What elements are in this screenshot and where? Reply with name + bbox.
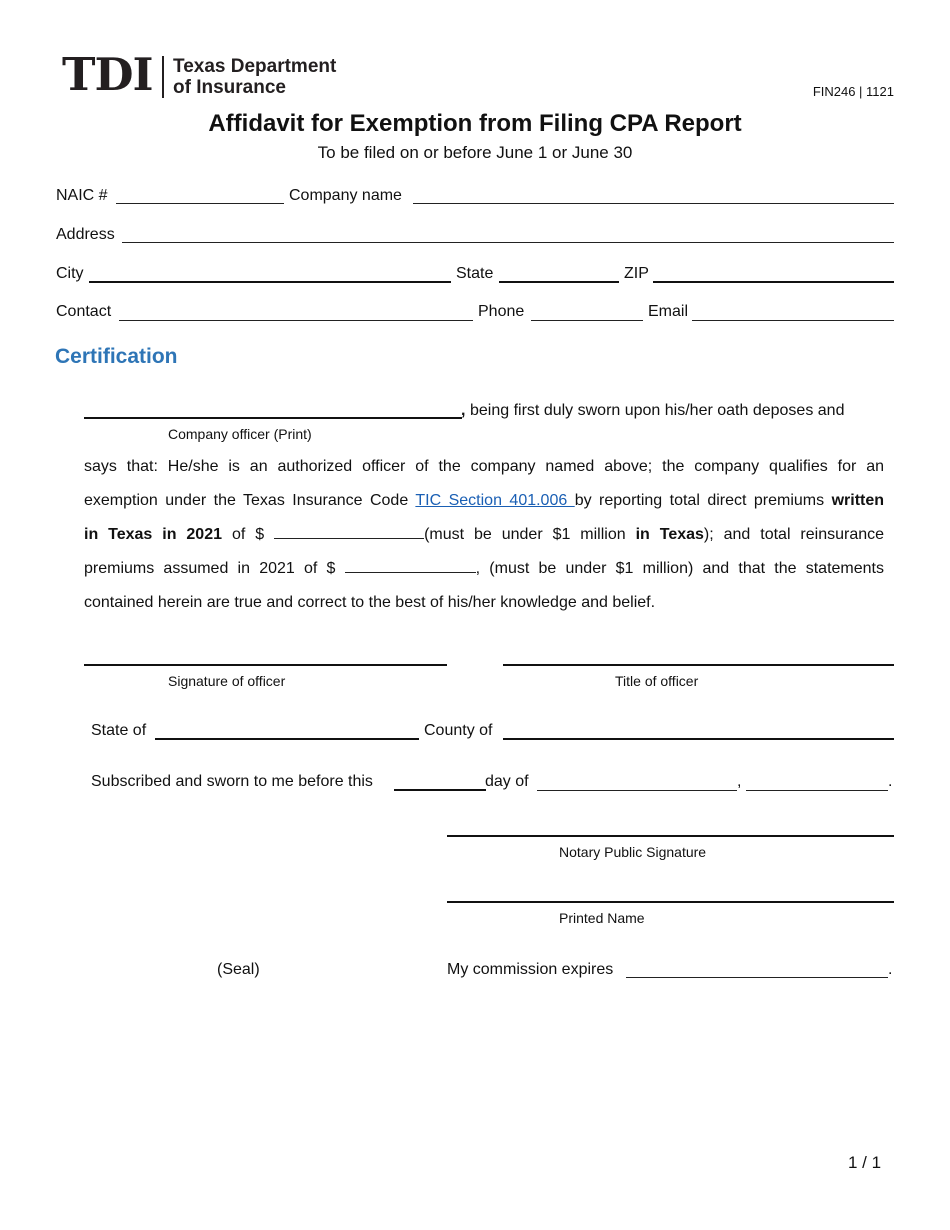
cert-p3-bold2: in Texas xyxy=(635,526,704,543)
city-field[interactable] xyxy=(89,281,451,283)
state-of-label: State of xyxy=(91,722,147,739)
cert-p2-bold: written xyxy=(831,492,885,509)
cert-p3-bold: in Texas in 2021 xyxy=(84,526,223,543)
logo-divider xyxy=(162,56,164,98)
cert-p1: says that: He/she is an authorized officer of the company named above; the company qualifies for an xyxy=(84,458,884,475)
email-field[interactable] xyxy=(692,320,894,321)
address-field[interactable] xyxy=(122,242,894,243)
contact-field[interactable] xyxy=(119,320,473,321)
direct-premiums-field[interactable] xyxy=(274,524,424,539)
page-title: Affidavit for Exemption from Filing CPA Report xyxy=(208,110,742,137)
title-of-officer-caption: Title of officer xyxy=(615,673,699,689)
sworn-comma: , xyxy=(461,402,466,419)
email-label: Email xyxy=(648,303,689,320)
notary-signature-caption: Notary Public Signature xyxy=(559,844,707,860)
officer-print-caption: Company officer (Print) xyxy=(168,426,312,442)
page-subtitle: To be filed on or before June 1 or June 30 xyxy=(317,143,633,162)
cert-p4-before: premiums assumed in 2021 of $ xyxy=(84,560,345,577)
signature-of-officer-caption: Signature of officer xyxy=(168,673,286,689)
officer-print-field[interactable] xyxy=(84,417,462,419)
cert-p4-after: , (must be under $1 million) and that the statements xyxy=(475,560,884,577)
sworn-day-field[interactable] xyxy=(394,789,486,791)
address-label: Address xyxy=(56,226,115,243)
commission-period: . xyxy=(888,961,893,978)
page-number: 1 / 1 xyxy=(848,1153,882,1172)
cert-p2-after: by reporting total direct premiums xyxy=(574,492,832,509)
tic-section-link[interactable]: TIC Section 401.006 xyxy=(415,492,575,509)
form-id: FIN246 | 1121 xyxy=(812,84,894,99)
reinsurance-premiums-field[interactable] xyxy=(345,558,476,573)
cert-p2-before: exemption under the Texas Insurance Code xyxy=(84,492,416,509)
tdi-logo xyxy=(62,48,362,101)
cert-p3-of: of $ xyxy=(222,526,275,543)
company-name-field[interactable] xyxy=(413,203,894,204)
tdi-logo-abbrev: TDI xyxy=(62,48,153,101)
notary-signature-field[interactable] xyxy=(447,835,894,837)
day-of-label: day of xyxy=(485,773,529,790)
county-of-field[interactable] xyxy=(503,738,894,740)
seal-label: (Seal) xyxy=(217,961,260,978)
cert-line-3 xyxy=(84,518,884,552)
phone-label: Phone xyxy=(478,303,525,320)
cert-p3-after: ); and total reinsurance xyxy=(703,526,885,543)
sworn-comma: , xyxy=(737,773,742,790)
sworn-month-field[interactable] xyxy=(537,790,737,791)
county-of-label: County of xyxy=(424,722,493,739)
naic-field[interactable] xyxy=(116,203,284,204)
logo-line-2: of Insurance xyxy=(173,77,286,98)
cert-p3-must: (must be under $1 million xyxy=(424,526,636,543)
naic-label: NAIC # xyxy=(56,187,108,204)
zip-label: ZIP xyxy=(624,265,649,282)
city-label: City xyxy=(56,265,84,282)
contact-label: Contact xyxy=(56,303,112,320)
sworn-year-field[interactable] xyxy=(746,790,888,791)
certification-body xyxy=(84,450,884,620)
printed-name-field[interactable] xyxy=(447,901,894,903)
cert-p5: contained herein are true and correct to the best of his/her knowledge and belief. xyxy=(84,594,656,611)
subscribed-label: Subscribed and sworn to me before this xyxy=(91,773,373,790)
state-of-field[interactable] xyxy=(155,738,419,740)
state-field[interactable] xyxy=(499,281,619,283)
cert-line-1 xyxy=(84,450,884,484)
cert-line-5 xyxy=(84,586,884,620)
sworn-text: being first duly sworn upon his/her oath deposes and xyxy=(470,402,845,419)
cert-line-4 xyxy=(84,552,884,586)
cert-line-2 xyxy=(84,484,884,518)
signature-of-officer-field[interactable] xyxy=(84,664,447,666)
phone-field[interactable] xyxy=(531,320,643,321)
sworn-period: . xyxy=(888,773,893,790)
logo-line-1: Texas Department xyxy=(173,56,337,77)
zip-field[interactable] xyxy=(653,281,894,283)
commission-label: My commission expires xyxy=(447,961,614,978)
commission-expires-field[interactable] xyxy=(626,977,888,978)
certification-heading: Certification xyxy=(55,345,178,368)
title-of-officer-field[interactable] xyxy=(503,664,894,666)
company-name-label: Company name xyxy=(289,187,402,204)
printed-name-caption: Printed Name xyxy=(559,910,645,926)
state-label: State xyxy=(456,265,494,282)
